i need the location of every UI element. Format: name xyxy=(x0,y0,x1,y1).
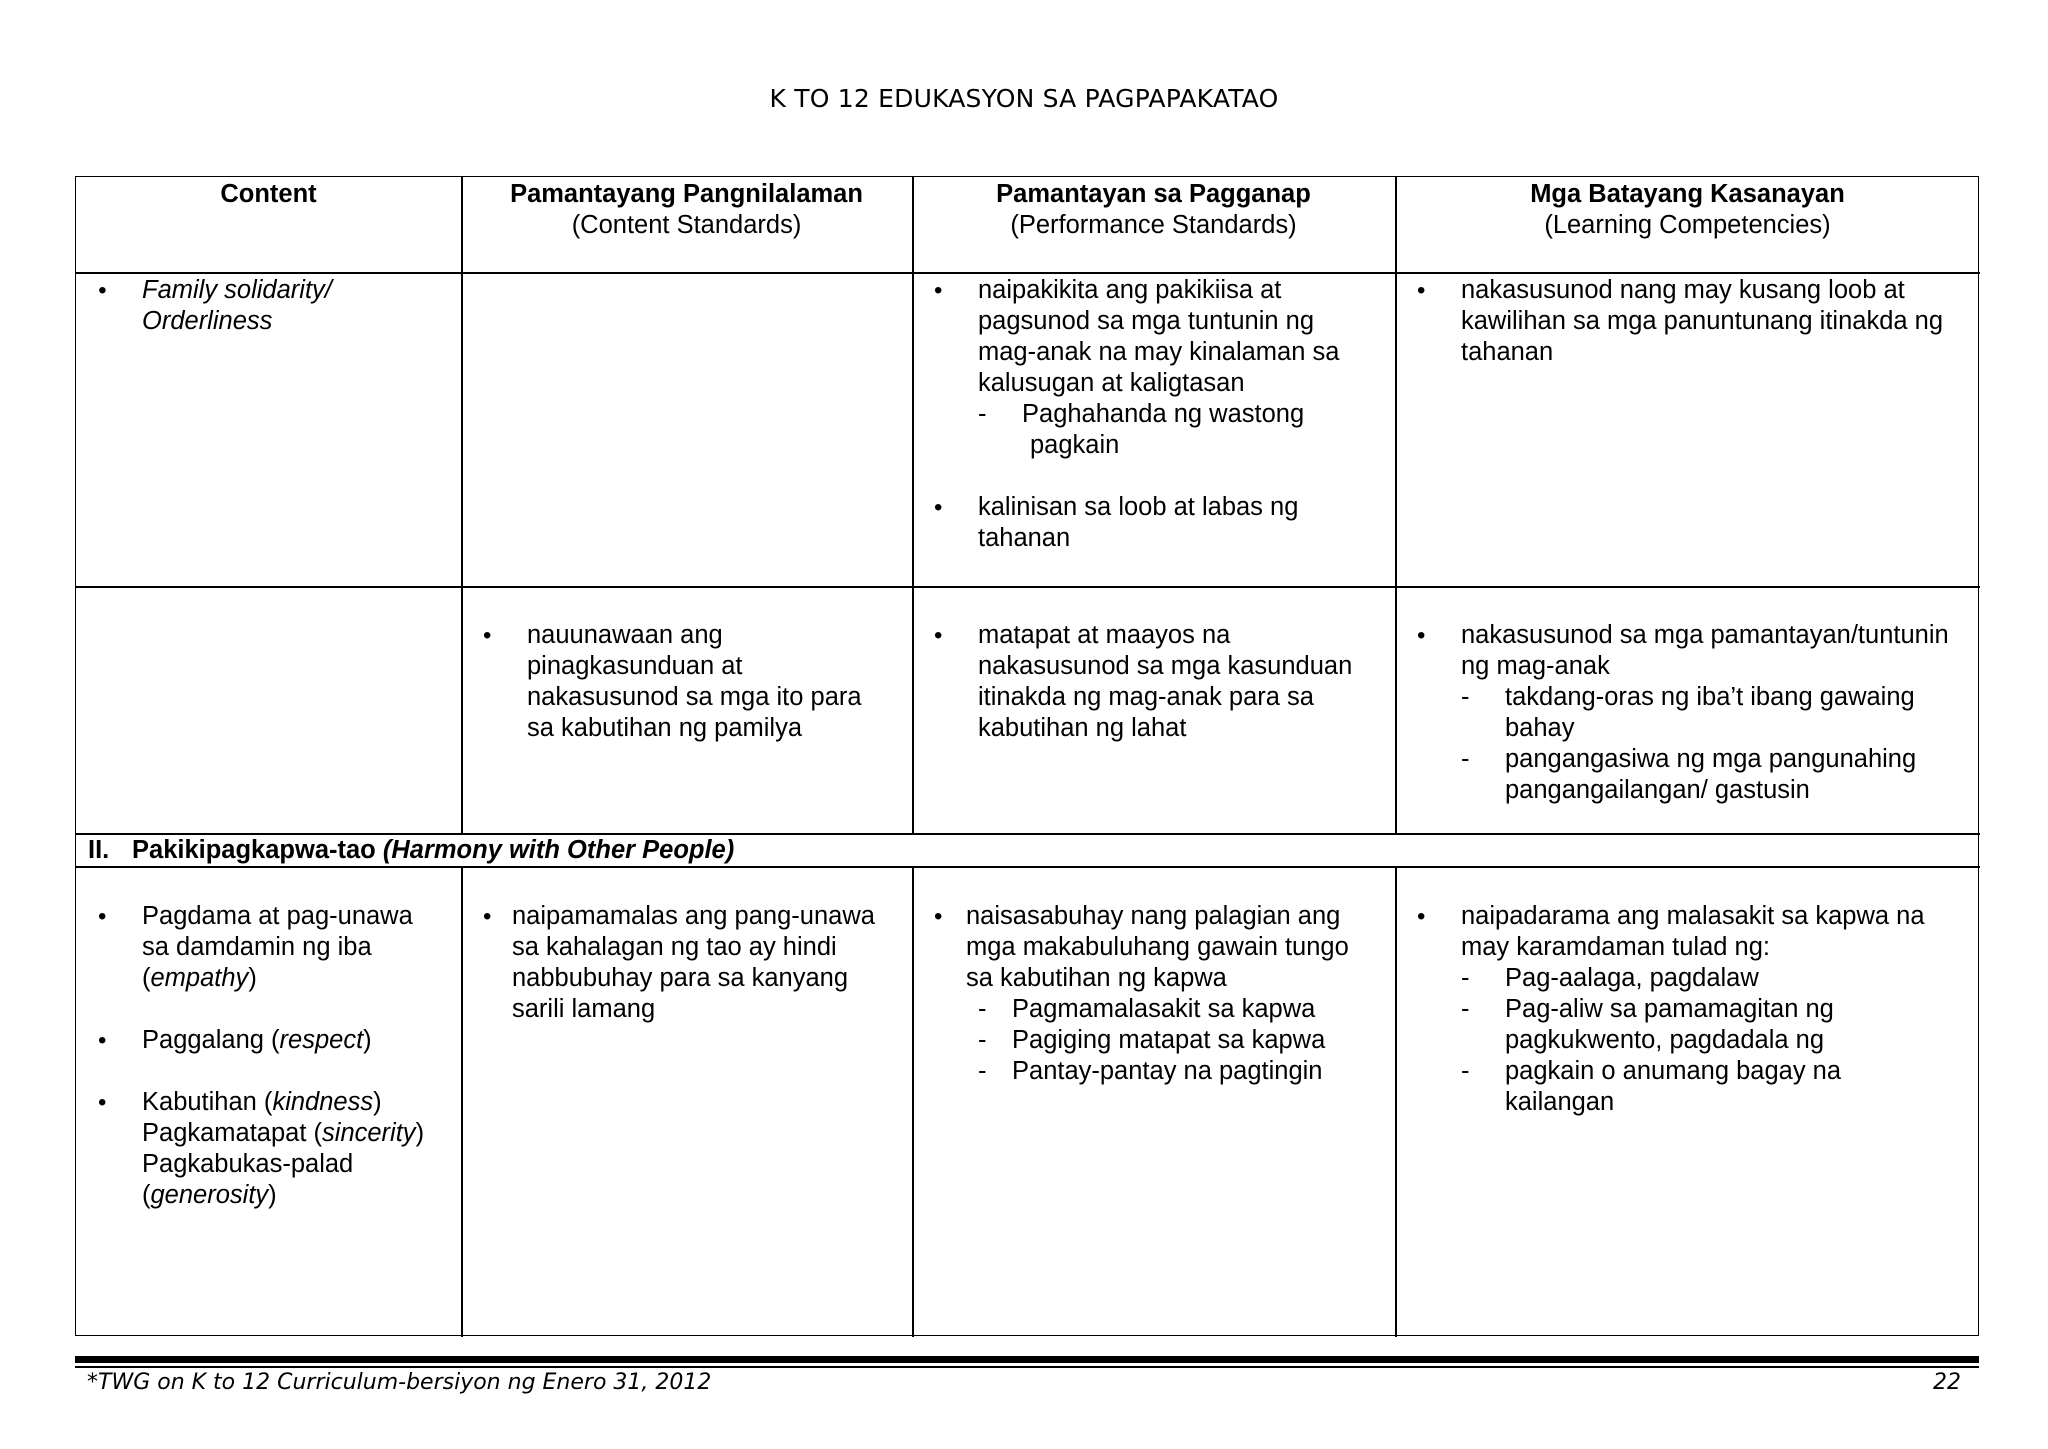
text-line: - takdang-oras ng iba’t ibang gawaing xyxy=(1505,683,1915,711)
term-respect: respect xyxy=(279,1026,364,1054)
paren-open: ( xyxy=(142,1181,151,1209)
text-line xyxy=(142,1087,461,1118)
header-learning-competencies xyxy=(1395,177,1980,241)
text-line: mag-anak na may kinalaman sa xyxy=(978,338,1340,366)
text-line: sa kabutihan ng kapwa xyxy=(966,964,1227,992)
text-line: tahanan xyxy=(978,524,1071,552)
row1-competencies xyxy=(1395,275,1980,399)
header-performance-standards-sub: (Performance Standards) xyxy=(1010,211,1297,239)
term-empathy: empathy xyxy=(150,964,249,992)
text-line xyxy=(142,963,461,994)
text-line: Pagiging matapat sa kapwa xyxy=(1012,1026,1326,1054)
row2-competencies xyxy=(1395,620,1980,806)
paren-close: ) xyxy=(363,1026,372,1054)
text-line: - pagkain o anumang bagay na xyxy=(1505,1057,1842,1085)
curriculum-table xyxy=(75,176,1979,1336)
text-line: • naipakikita ang pakikiisa at xyxy=(978,276,1282,304)
text-line: Pantay-pantay na pagtingin xyxy=(1012,1057,1323,1085)
text-line xyxy=(142,1180,461,1211)
sub-item xyxy=(1395,963,1980,994)
sub-item xyxy=(1395,744,1980,806)
list-item xyxy=(461,901,912,1025)
row1-performance xyxy=(912,275,1395,585)
text-line: • nakasusunod sa mga pamantayan/tuntunin xyxy=(1461,621,1949,649)
term-generosity: generosity xyxy=(150,1181,269,1209)
list-item xyxy=(1395,901,1980,963)
paren-close: ) xyxy=(415,1119,425,1147)
text-line: • matapat at maayos na xyxy=(978,621,1231,649)
text-line: • Family solidarity/ xyxy=(142,276,332,304)
header-content-title: Content xyxy=(220,180,317,208)
text-line: Pagkabukas-palad xyxy=(142,1150,354,1178)
text-line: pinagkasunduan at xyxy=(527,652,743,680)
text-line: kailangan xyxy=(1505,1088,1615,1116)
list-item xyxy=(912,620,1395,744)
text-line: may karamdaman tulad ng: xyxy=(1461,933,1770,961)
text-line: • nakasusunod nang may kusang loob at xyxy=(1461,276,1905,304)
text-line: • nauunawaan ang xyxy=(527,621,723,649)
row-divider xyxy=(76,272,1980,274)
row2-content-standards xyxy=(461,620,912,775)
text-line: sa damdamin ng iba xyxy=(142,933,372,961)
row-divider xyxy=(76,866,1980,868)
sub-item xyxy=(912,399,1395,461)
sub-item xyxy=(1395,1056,1980,1118)
sub-item xyxy=(912,1025,1395,1056)
list-item xyxy=(76,1025,461,1056)
text-line: nakasusunod sa mga kasunduan xyxy=(978,652,1353,680)
term-sincerity: sincerity xyxy=(322,1119,416,1147)
text-line: tahanan xyxy=(1461,338,1554,366)
paren-open: ( xyxy=(142,964,151,992)
paren-close: ) xyxy=(248,964,257,992)
list-item xyxy=(912,492,1395,554)
list-item xyxy=(912,901,1395,994)
sub-item xyxy=(1395,994,1980,1056)
label: Kabutihan ( xyxy=(142,1088,273,1116)
text-line: kalusugan at kaligtasan xyxy=(978,369,1245,397)
row3-performance xyxy=(912,901,1395,1087)
text-line: Orderliness xyxy=(142,307,273,335)
text-line: nakasusunod sa mga ito para xyxy=(527,683,862,711)
text-line: - pangangasiwa ng mga pangunahing xyxy=(1505,745,1917,773)
header-content-standards-sub: (Content Standards) xyxy=(571,211,802,239)
text-line: ng mag-anak xyxy=(1461,652,1610,680)
list-item xyxy=(76,1087,461,1211)
header-learning-competencies-sub: (Learning Competencies) xyxy=(1544,211,1831,239)
section-title: Pakikipagkapwa-tao xyxy=(132,836,376,864)
text-line: mga makabuluhang gawain tungo xyxy=(966,933,1349,961)
header-performance-standards-title: Pamantayan sa Pagganap xyxy=(996,180,1311,208)
text-line: • Pagdama at pag-unawa xyxy=(142,902,413,930)
text-line: kabutihan ng lahat xyxy=(978,714,1187,742)
header-content-standards-title: Pamantayang Pangnilalaman xyxy=(510,180,863,208)
text-line: pagkukwento, pagdadala ng xyxy=(1505,1026,1825,1054)
list-item xyxy=(76,275,461,337)
text-line: sa kahalagan ng tao ay hindi xyxy=(512,933,837,961)
list-item xyxy=(1395,275,1980,368)
row-divider xyxy=(76,586,1980,588)
text-line: Paggalang ( xyxy=(142,1026,280,1054)
text-line xyxy=(142,1118,461,1149)
page-number: 22 xyxy=(1933,1370,1961,1395)
label: Pagkamatapat ( xyxy=(142,1119,323,1147)
footer-rule-thick xyxy=(75,1356,1979,1363)
section-number: II. xyxy=(88,836,110,864)
row2-performance xyxy=(912,620,1395,775)
text-line: itinakda ng mag-anak para sa xyxy=(978,683,1314,711)
text-line: bahay xyxy=(1505,714,1575,742)
text-line: • naisasabuhay nang palagian ang xyxy=(966,902,1341,930)
text-line: • naipadarama ang malasakit sa kapwa na xyxy=(1461,902,1925,930)
list-item xyxy=(76,901,461,994)
row1-content xyxy=(76,275,461,368)
page-title: K TO 12 EDUKASYON SA PAGPAPAKATAO xyxy=(769,84,1279,113)
text-line: kawilihan sa mga panuntunang itinakda ng xyxy=(1461,307,1944,335)
row3-content xyxy=(76,901,461,1242)
text-line: pagkain xyxy=(1030,431,1120,459)
list-item xyxy=(912,275,1395,461)
row3-competencies xyxy=(1395,901,1980,1118)
text-line: pagsunod sa mga tuntunin ng xyxy=(978,307,1315,335)
footer-rule-thin xyxy=(75,1366,1979,1368)
term-kindness: kindness xyxy=(272,1088,374,1116)
section-subtitle: (Harmony with Other People) xyxy=(382,836,735,864)
text-line: Pagmamalasakit sa kapwa xyxy=(1012,995,1316,1023)
text-line: - Paghahanda ng wastong xyxy=(1022,400,1305,428)
text-line: • naipamamalas ang pang-unawa xyxy=(512,902,875,930)
text-line: sarili lamang xyxy=(512,995,656,1023)
header-performance-standards xyxy=(912,177,1395,241)
footer-source: *TWG on K to 12 Curriculum-bersiyon ng Enero 31, 2012 xyxy=(87,1370,712,1395)
text-line: nabbubuhay para sa kanyang xyxy=(512,964,849,992)
sub-item xyxy=(912,994,1395,1025)
list-item xyxy=(1395,620,1980,682)
row3-content-standards xyxy=(461,901,912,1056)
paren-close: ) xyxy=(268,1181,277,1209)
text-line: • kalinisan sa loob at labas ng xyxy=(978,493,1299,521)
paren-close: ) xyxy=(373,1088,382,1116)
sub-item xyxy=(1395,682,1980,744)
text-line: - Pag-aalaga, pagdalaw xyxy=(1505,964,1759,992)
list-item xyxy=(461,620,912,744)
text-line: sa kabutihan ng pamilya xyxy=(527,714,803,742)
text-line: - Pag-aliw sa pamamagitan ng xyxy=(1505,995,1834,1023)
section-heading xyxy=(88,835,1968,866)
text-line: pangangailangan/ gastusin xyxy=(1505,776,1810,804)
header-content xyxy=(76,177,461,210)
header-content-standards xyxy=(461,177,912,241)
sub-item xyxy=(912,1056,1395,1087)
header-learning-competencies-title: Mga Batayang Kasanayan xyxy=(1530,180,1845,208)
